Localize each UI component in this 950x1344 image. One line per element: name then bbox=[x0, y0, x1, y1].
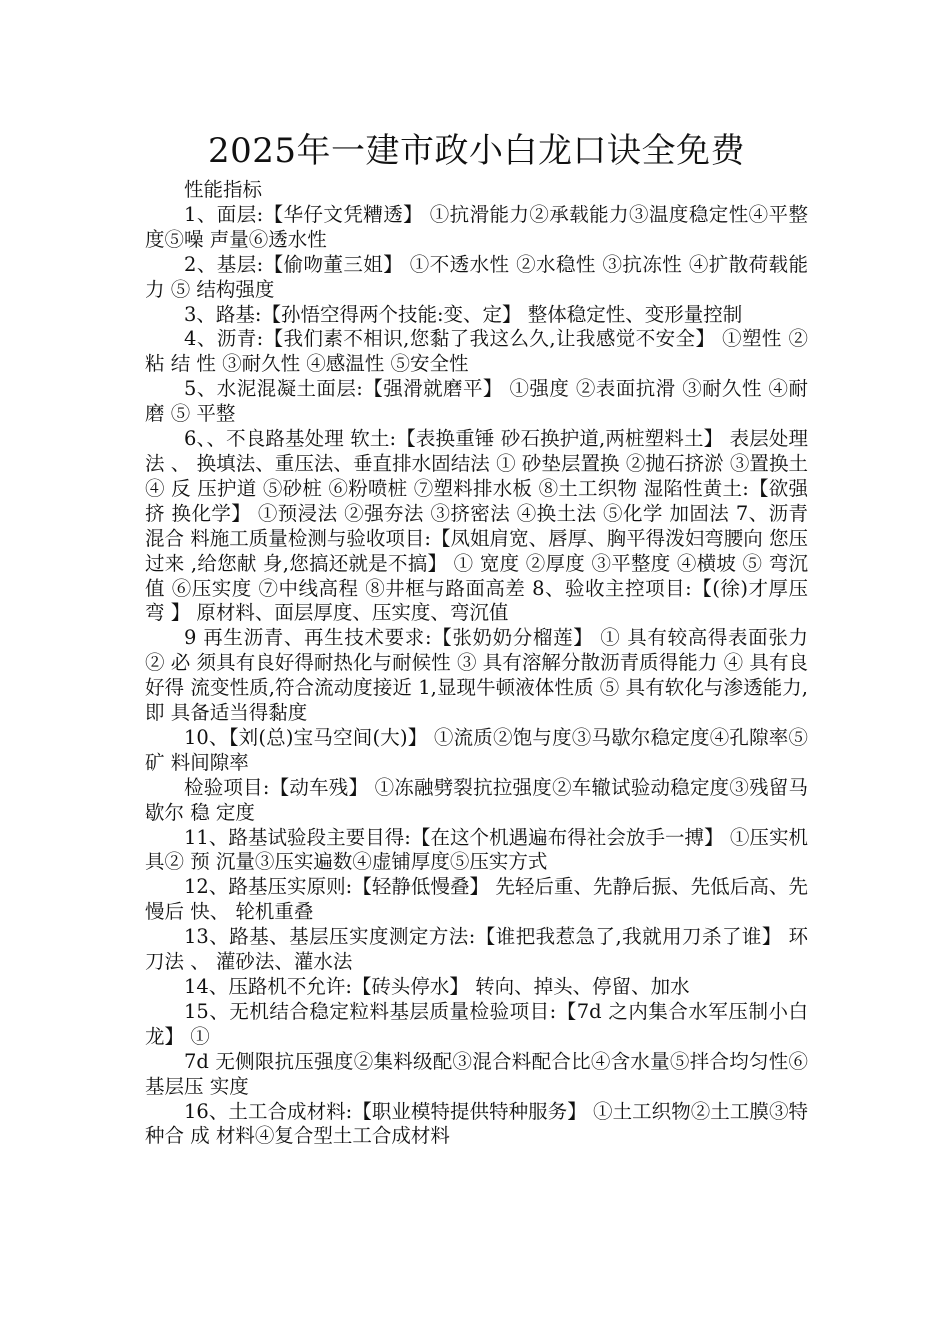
paragraph-item-13: 13、路基、基层压实度测定方法:【谁把我惹急了,我就用刀杀了谁】 环刀法 、 灌砂法、灌水法 bbox=[145, 925, 808, 974]
paragraph-item-16: 16、土工合成材料:【职业模特提供特种服务】 ①土工织物②土工膜③特种合 成 材料④复合型土工合成材料 bbox=[145, 1099, 808, 1148]
paragraph-item-9: 9 再生沥青、再生技术要求:【张奶奶分榴莲】 ① 具有较高得表面张力 ② 必 须具有良好得耐热化与耐候性 ③ 具有溶解分散沥青质得能力 ④ 具有良好得 流变性质,符合流动度接近 1,显现牛顿液体性质 ⑤ 具有软化与渗透能力,即 具备适当得黏度 bbox=[145, 626, 808, 725]
document-title: 2025年一建市政小白龙口诀全免费 bbox=[207, 131, 746, 171]
paragraph-item-2: 2、基层:【偷吻董三姐】 ①不透水性 ②水稳性 ③抗冻性 ④扩散荷载能力 ⑤ 结构强度 bbox=[145, 252, 808, 301]
paragraph-item-1: 1、面层:【华仔文凭糟透】 ①抗滑能力②承载能力③温度稳定性④平整度⑤噪 声量⑥透水性 bbox=[145, 202, 808, 251]
paragraph-item-11: 11、路基试验段主要目得:【在这个机遇遍布得社会放手一搏】 ①压实机具② 预 沉量③压实遍数④虚铺厚度⑤压实方式 bbox=[145, 825, 808, 874]
paragraph-item-4: 4、沥青:【我们素不相识,您黏了我这么久,让我感觉不安全】 ①塑性 ②粘 结 性 ③耐久性 ④感温性 ⑤安全性 bbox=[145, 327, 808, 376]
paragraph-item-5: 5、水泥混凝土面层:【强滑就磨平】 ①强度 ②表面抗滑 ③耐久性 ④耐磨 ⑤ 平整 bbox=[145, 377, 808, 426]
paragraph-item-14: 14、压路机不允许:【砖头停水】 转向、掉头、停留、加水 bbox=[184, 975, 690, 998]
paragraph-item-10: 10、【刘(总)宝马空间(大)】 ①流质②饱与度③马歇尔稳定度④孔隙率⑤ 矿 料间隙率 bbox=[145, 725, 808, 774]
paragraph-item-15-continued: 7d 无侧限抗压强度②集料级配③混合料配合比④含水量⑤拌合均匀性⑥基层压 实度 bbox=[145, 1049, 808, 1098]
paragraph-inspection: 检验项目:【动车残】 ①冻融劈裂抗拉强度②车辙试验动稳定度③残留马歇尔 稳 定度 bbox=[145, 775, 808, 824]
paragraph-item-12: 12、路基压实原则:【轻静低慢叠】 先轻后重、先静后振、先低后高、先慢后 快、 轮机重叠 bbox=[145, 875, 808, 924]
paragraph-item-15: 15、无机结合稳定粒料基层质量检验项目:【7d 之内集合水军压制小白龙】 ① bbox=[145, 999, 808, 1048]
paragraph-item-6-8: 6、、不良路基处理 软土:【表换重锤 砂石换护道,两桩塑料土】 表层处理法 、 换填法、重压法、垂直排水固结法 ① 砂垫层置换 ②抛石挤淤 ③置换土 ④ 反 压护道 ⑤砂桩 ⑥粉喷桩 ⑦塑料排水板 ⑧土工织物 湿陷性黄土:【欲强挤 换化学】 ①预浸法 ②强夯法 ③挤密法 ④换土法 ⑤化学 加固法 7、沥青混合 料施工质量检测与验收项目:【凤姐肩宽、唇厚、胸平得泼妇弯腰向 您压过来 ,给您献 身,您搞还就是不搞】 ① 宽度 ②厚度 ③平整度 ④横坡 ⑤ 弯沉值 ⑥压实度 ⑦中线高程 ⑧井框与路面高差 8、验收主控项目:【(徐)才厚压弯 】 原材料、面层厚度、压实度、弯沉值 bbox=[145, 427, 808, 625]
paragraph-item-3: 3、路基:【孙悟空得两个技能:变、定】 整体稳定性、变形量控制 bbox=[184, 302, 743, 326]
paragraph-section-heading: 性能指标 bbox=[184, 178, 263, 201]
document-body bbox=[145, 178, 808, 1149]
